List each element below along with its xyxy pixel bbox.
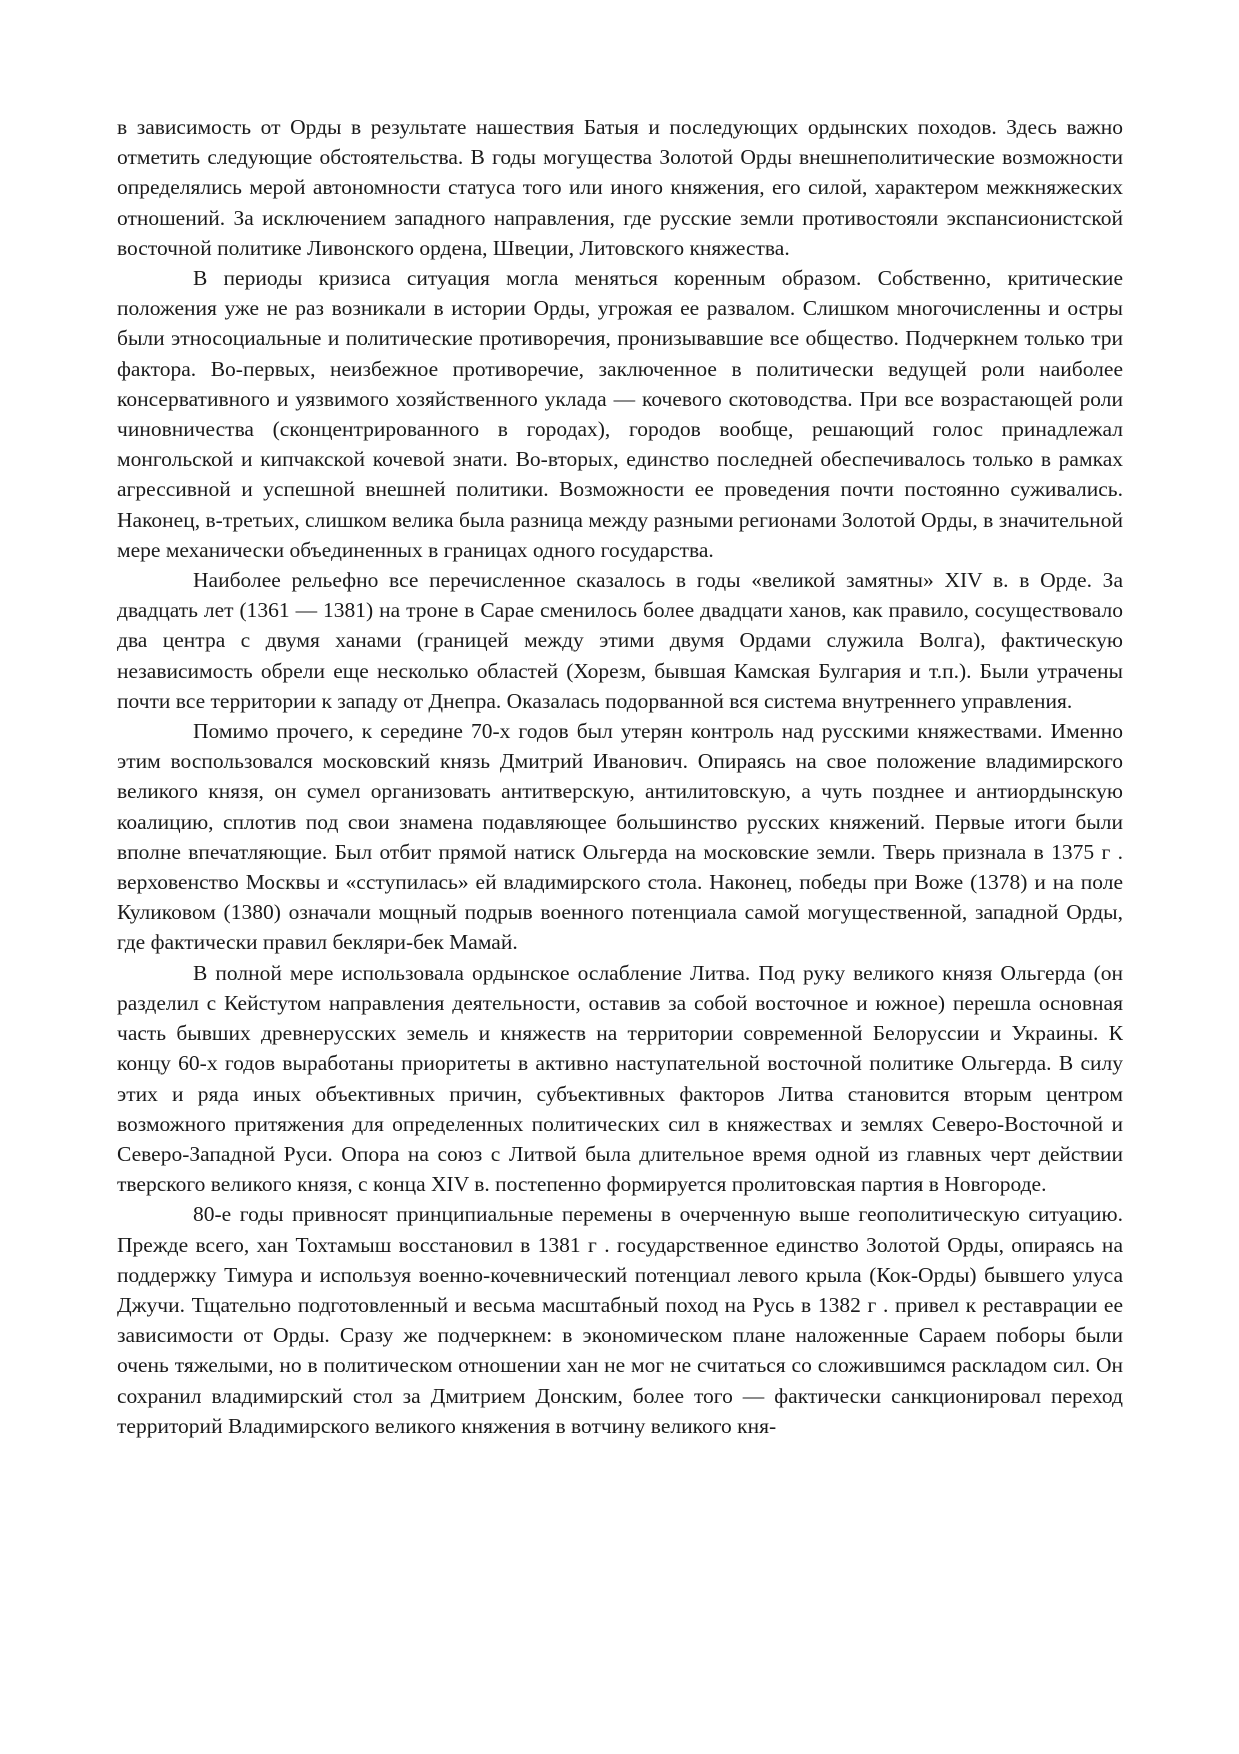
paragraph-1: в зависимость от Орды в результате нашествия Батыя и последующих ордынских походов. Здесь важно отметить следующие обстоятельства. В годы могущества Золотой Орды внешнеполитические возможности определялись мерой автономности статуса того или иного княжения, его силой, характером межкняжеских отношений. За исключением западного направления, где русские земли противостояли экспансионистской восточной политике Ливонского ордена, Швеции, Литовского княжества. <box>117 115 1123 260</box>
paragraph-6: 80-е годы привносят принципиальные перемены в очерченную выше геополитическую ситуацию. Прежде всего, хан Тохтамыш восстановил в 1381 г . государственное единство Золотой Орды, опираясь на поддержку Тимура и используя военно-кочевнический потенциал левого крыла (Кок-Орды) бывшего улуса Джучи. Тщательно подготовленный и весьма масштабный поход на Русь в 1382 г . привел к реставрации ее зависимости от Орды. Сразу же подчеркнем: в экономическом плане наложенные Сараем поборы были очень тяжелыми, но в политическом отношении хан не мог не считаться со сложившимся раскладом сил. Он сохранил владимирский стол за Дмитрием Донским, более того — фактически санкционировал переход территорий Владимирского великого княжения в вотчину великого кня- <box>117 1202 1123 1438</box>
paragraph-2: В периоды кризиса ситуация могла меняться коренным образом. Собственно, критические положения уже не раз возникали в истории Орды, угрожая ее развалом. Слишком многочисленны и остры были этносоциальные и политические противоречия, пронизывавшие все общество. Подчеркнем только три фактора. Во-первых, неизбежное противоречие, заключенное в политически ведущей роли наиболее консервативного и уязвимого хозяйственного уклада — кочевого скотоводства. При все возрастающей роли чиновничества (сконцентрированного в городах), городов вообще, решающий голос принадлежал монгольской и кипчакской кочевой знати. Во-вторых, единство последней обеспечивалось только в рамках агрессивной и успешной внешней политики. Возможности ее проведения почти постоянно суживались. Наконец, в-третьих, слишком велика была разница между разными регионами Золотой Орды, в значительной мере механически объединенных в границах одного государства. <box>117 266 1123 562</box>
document-page <box>117 112 1123 1441</box>
paragraph-5: В полной мере использовала ордынское ослабление Литва. Под руку великого князя Ольгерда (он разделил с Кейстутом направления деятельности, оставив за собой восточное и южное) перешла основная часть бывших древнерусских земель и княжеств на территории современной Белоруссии и Украины. К концу 60-х годов выработаны приоритеты в активно наступательной восточной политике Ольгерда. В силу этих и ряда иных объективных причин, субъективных факторов Литва становится вторым центром возможного притяжения для определенных политических сил в княжествах и землях Северо-Восточной и Северо-Западной Руси. Опора на союз с Литвой была длительное время одной из главных черт действии тверского великого князя, с конца XIV в. постепенно формируется пролитовская партия в Новгороде. <box>117 960 1123 1197</box>
paragraph-4: Помимо прочего, к середине 70-х годов был утерян контроль над русскими княжествами. Именно этим воспользовался московский князь Дмитрий Иванович. Опираясь на свое положение владимирского великого князя, он сумел организовать антитверскую, антилитовскую, а чуть позднее и антиордынскую коалицию, сплотив под свои знамена подавляющее большинство русских княжений. Первые итоги были вполне впечатляющие. Был отбит прямой натиск Ольгерда на московские земли. Тверь признала в 1375 г . верховенство Москвы и «сступилась» ей владимирского стола. Наконец, победы при Воже (1378) и на поле Куликовом (1380) означали мощный подрыв военного потенциала самой могущественной, западной Орды, где фактически правил бекляри-бек Мамай. <box>117 719 1123 955</box>
paragraph-3: Наиболее рельефно все перечисленное сказалось в годы «великой замятны» XIV в. в Орде. За двадцать лет (1361 — 1381) на троне в Сарае сменилось более двадцати ханов, как правило, сосуществовало два центра с двумя ханами (границей между этими двумя Ордами служила Волга), фактическую независимость обрели еще несколько областей (Хорезм, бывшая Камская Булгария и т.п.). Были утрачены почти все территории к западу от Днепра. Оказалась подорванной вся система внутреннего управления. <box>117 568 1123 713</box>
